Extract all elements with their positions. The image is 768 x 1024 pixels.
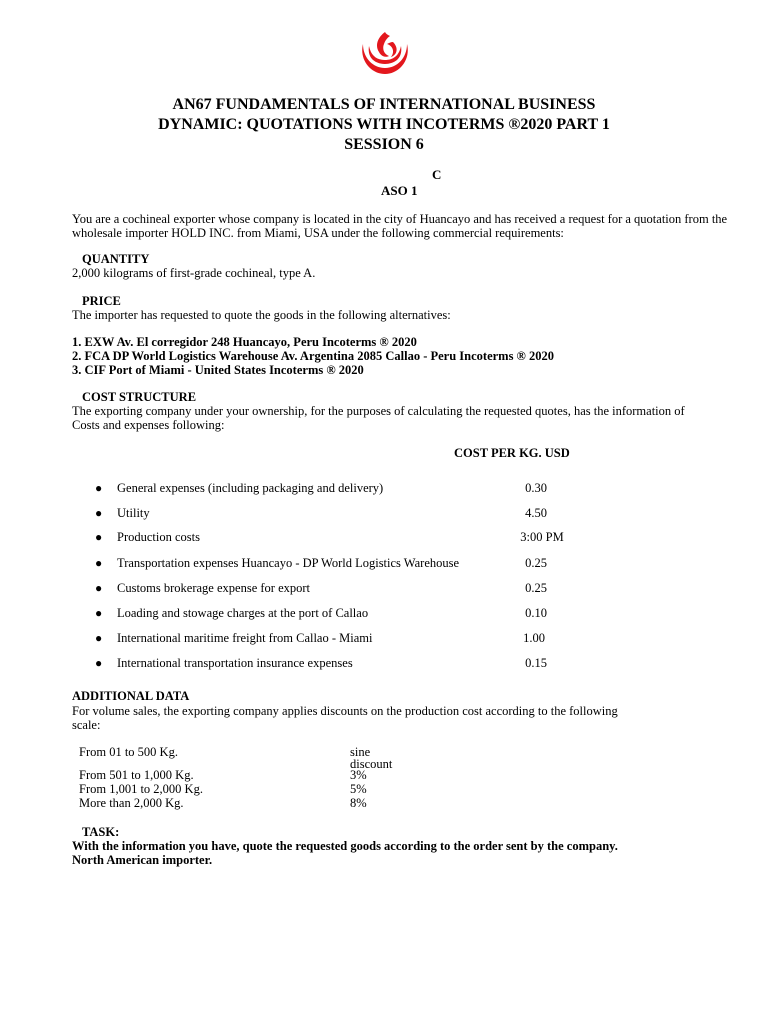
quantity-text: 2,000 kilograms of first-grade cochineal, type A.: [72, 266, 316, 280]
cost-column-header: COST PER KG. USD: [454, 446, 570, 460]
price-heading: PRICE: [82, 294, 121, 308]
price-option-2: 2. FCA DP World Logistics Warehouse Av. Argentina 2085 Callao - Peru Incoterms ® 2020: [72, 349, 555, 363]
intro-line2: wholesale importer HOLD INC. from Miami, USA under the following commercial requirements:: [72, 226, 564, 240]
cost-item-label: Customs brokerage expense for export: [117, 581, 310, 595]
discount-value-continued: discount: [350, 757, 393, 771]
task-heading: TASK:: [82, 825, 120, 839]
discount-range: From 501 to 1,000 Kg.: [79, 768, 194, 782]
document-title-line1: AN67 FUNDAMENTALS OF INTERNATIONAL BUSINESS: [172, 96, 596, 113]
cost-structure-line2: Costs and expenses following:: [72, 418, 225, 432]
cost-item-label: International transportation insurance expenses: [117, 656, 353, 670]
cost-item-value: 0.15: [525, 656, 547, 670]
cost-item-label: General expenses (including packaging and delivery): [117, 481, 384, 495]
discount-value: sine: [350, 745, 371, 759]
bullet-icon: ●: [95, 556, 103, 570]
cost-item-value: 0.30: [525, 481, 547, 495]
bullet-icon: ●: [95, 530, 103, 544]
bullet-icon: ●: [95, 631, 103, 645]
cost-item-value: 0.25: [525, 556, 547, 570]
intro-line1: You are a cochineal exporter whose company is located in the city of Huancayo and has received a request for a quotation from the: [72, 212, 728, 226]
price-text: The importer has requested to quote the goods in the following alternatives:: [72, 308, 451, 322]
discount-value: 3%: [350, 768, 367, 782]
cost-item-value: 4.50: [525, 506, 547, 520]
cost-item-label: Transportation expenses Huancayo - DP World Logistics Warehouse: [117, 556, 460, 570]
cost-item-label: Utility: [117, 506, 150, 520]
cost-item-label: Loading and stowage charges at the port of Callao: [117, 606, 369, 620]
additional-data-line1: For volume sales, the exporting company applies discounts on the production cost according to the following: [72, 704, 618, 718]
bullet-icon: ●: [95, 656, 103, 670]
discount-range: More than 2,000 Kg.: [79, 796, 184, 810]
bullet-icon: ●: [95, 481, 103, 495]
task-line1: With the information you have, quote the requested goods according to the order sent by the company.: [72, 839, 618, 853]
discount-value: 5%: [350, 782, 367, 796]
discount-range: From 1,001 to 2,000 Kg.: [79, 782, 203, 796]
additional-data-heading: ADDITIONAL DATA: [72, 689, 190, 703]
discount-range: From 01 to 500 Kg.: [79, 745, 178, 759]
cost-item-value: 3:00 PM: [520, 530, 564, 544]
cost-structure-heading: COST STRUCTURE: [82, 390, 197, 404]
discount-value: 8%: [350, 796, 367, 810]
price-option-1: 1. EXW Av. El corregidor 248 Huancayo, Peru Incoterms ® 2020: [72, 335, 417, 349]
cost-item-value: 0.25: [525, 581, 547, 595]
task-line2: North American importer.: [72, 853, 213, 867]
document-title-line3: SESSION 6: [344, 136, 424, 153]
cost-item-label: International maritime freight from Callao - Miami: [117, 631, 373, 645]
case-label-part1: C: [432, 167, 442, 182]
additional-data-line2: scale:: [72, 718, 101, 732]
university-flame-logo-icon: [357, 30, 413, 78]
cost-structure-line1: The exporting company under your ownership, for the purposes of calculating the requested quotes, has the information of: [72, 404, 685, 418]
bullet-icon: ●: [95, 581, 103, 595]
cost-item-value: 1.00: [523, 631, 545, 645]
document-title-line2: DYNAMIC: QUOTATIONS WITH INCOTERMS ®2020 PART 1: [158, 116, 610, 133]
case-label-part2: ASO 1: [381, 183, 418, 198]
price-option-3: 3. CIF Port of Miami - United States Incoterms ® 2020: [72, 363, 364, 377]
bullet-icon: ●: [95, 606, 103, 620]
cost-item-label: Production costs: [117, 530, 200, 544]
bullet-icon: ●: [95, 506, 103, 520]
quantity-heading: QUANTITY: [82, 252, 150, 266]
cost-item-value: 0.10: [525, 606, 547, 620]
